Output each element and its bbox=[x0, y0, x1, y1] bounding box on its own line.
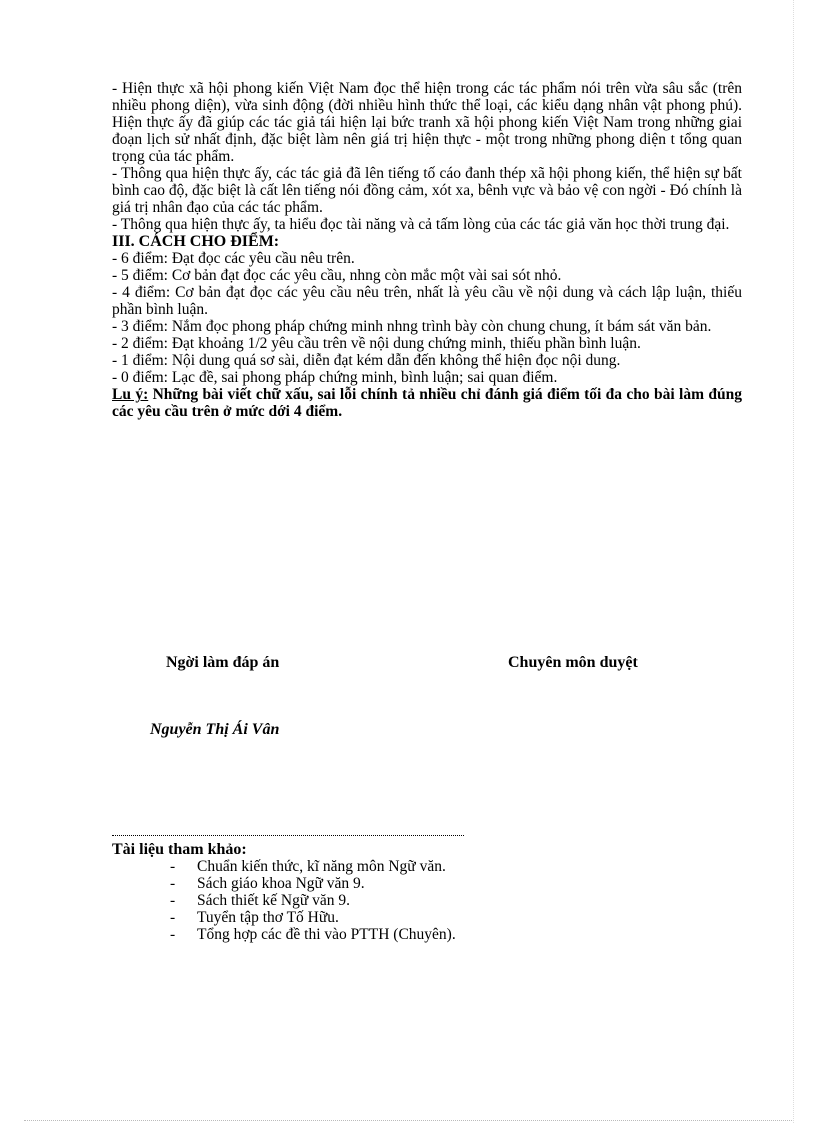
reference-text: Tổng hợp các đề thi vào PTTH (Chuyên). bbox=[197, 926, 456, 943]
signature-author-title: Ngời làm đáp án bbox=[166, 654, 280, 671]
grading-note bbox=[112, 386, 742, 420]
reference-text: Chuẩn kiến thức, kĩ năng môn Ngữ văn. bbox=[197, 858, 446, 875]
signature-approver-title: Chuyên môn duyệt bbox=[508, 654, 638, 671]
signature-author-name: Nguyễn Thị Ái Vân bbox=[150, 721, 280, 738]
separator-dotted bbox=[112, 835, 464, 836]
bullet-dash: - bbox=[170, 892, 176, 909]
paragraph-talent: - Thông qua hiện thực ấy, ta hiểu đọc tài năng và cả tấm lòng của các tác giả văn học thời trung đại. bbox=[112, 216, 730, 233]
bullet-dash: - bbox=[170, 858, 176, 875]
reference-item bbox=[170, 892, 456, 909]
note-text: Những bài viết chữ xấu, sai lỗi chính tả nhiều chỉ đánh giá điểm tối đa cho bài làm đúng các yêu cầu trên ở mức dới 4 điểm. bbox=[112, 386, 742, 420]
score-item-5: - 5 điểm: Cơ bản đạt đọc các yêu cầu, nhng còn mắc một vài sai sót nhỏ. bbox=[112, 267, 562, 284]
reference-item bbox=[170, 926, 456, 943]
note-label: Lu ý: bbox=[112, 386, 149, 403]
page-bottom-border bbox=[24, 1120, 794, 1121]
paragraph-realism: - Hiện thực xã hội phong kiến Việt Nam đọc thể hiện trong các tác phẩm nói trên vừa sâu sắc (trên nhiều phong diện), vừa sinh động (đời nhiều hình thức thể loại, các kiểu dạng nhân vật phong phú). Hiện thực ấy đã giúp các tác giả tái hiện lại bức tranh xã hội phong kiến Việt Nam trong những giai đoạn lịch sử nhất định, đặc biệt làm nên giá trị hiện thực - một trong những phong diện t tổng quan trọng của tác phẩm. bbox=[112, 80, 742, 165]
page-right-border bbox=[793, 0, 794, 1123]
references-title bbox=[112, 841, 247, 859]
section-heading-scoring: III. CÁCH CHO ĐIỂM: bbox=[112, 233, 280, 250]
references-title-colon: : bbox=[241, 841, 247, 858]
score-item-1: - 1 điểm: Nội dung quá sơ sài, diễn đạt kém dẫn đến không thể hiện đọc nội dung. bbox=[112, 352, 621, 369]
score-item-0: - 0 điểm: Lạc đề, sai phong pháp chứng minh, bình luận; sai quan điểm. bbox=[112, 369, 558, 386]
references-title-text: Tài liệu tham khảo bbox=[112, 841, 242, 858]
score-item-4: - 4 điểm: Cơ bản đạt đọc các yêu cầu nêu trên, nhất là yêu cầu về nội dung và cách lập luận, thiếu phần bình luận. bbox=[112, 284, 742, 318]
score-item-3: - 3 điểm: Nắm đọc phong pháp chứng minh nhng trình bày còn chung chung, ít bám sát văn bản. bbox=[112, 318, 712, 335]
paragraph-humanism: - Thông qua hiện thực ấy, các tác giả đã lên tiếng tố cáo đanh thép xã hội phong kiến, thể hiện sự bất bình cao độ, đặc biệt là cất lên tiếng nói đồng cảm, xót xa, bênh vực và bảo vệ con ngời - Đó chính là giá trị nhân đạo của các tác phẩm. bbox=[112, 165, 742, 216]
answer-body bbox=[112, 80, 742, 420]
reference-text: Sách giáo khoa Ngữ văn 9. bbox=[197, 875, 365, 892]
score-item-6: - 6 điểm: Đạt đọc các yêu cầu nêu trên. bbox=[112, 250, 355, 267]
references-list bbox=[170, 858, 456, 943]
bullet-dash: - bbox=[170, 926, 176, 943]
reference-item bbox=[170, 909, 456, 926]
score-item-2: - 2 điểm: Đạt khoảng 1/2 yêu cầu trên về nội dung chứng minh, thiếu phần bình luận. bbox=[112, 335, 641, 352]
reference-item bbox=[170, 875, 456, 892]
reference-text: Sách thiết kế Ngữ văn 9. bbox=[197, 892, 351, 909]
reference-text: Tuyển tập thơ Tố Hữu. bbox=[197, 909, 339, 926]
reference-item bbox=[170, 858, 456, 875]
bullet-dash: - bbox=[170, 875, 176, 892]
bullet-dash: - bbox=[170, 909, 176, 926]
